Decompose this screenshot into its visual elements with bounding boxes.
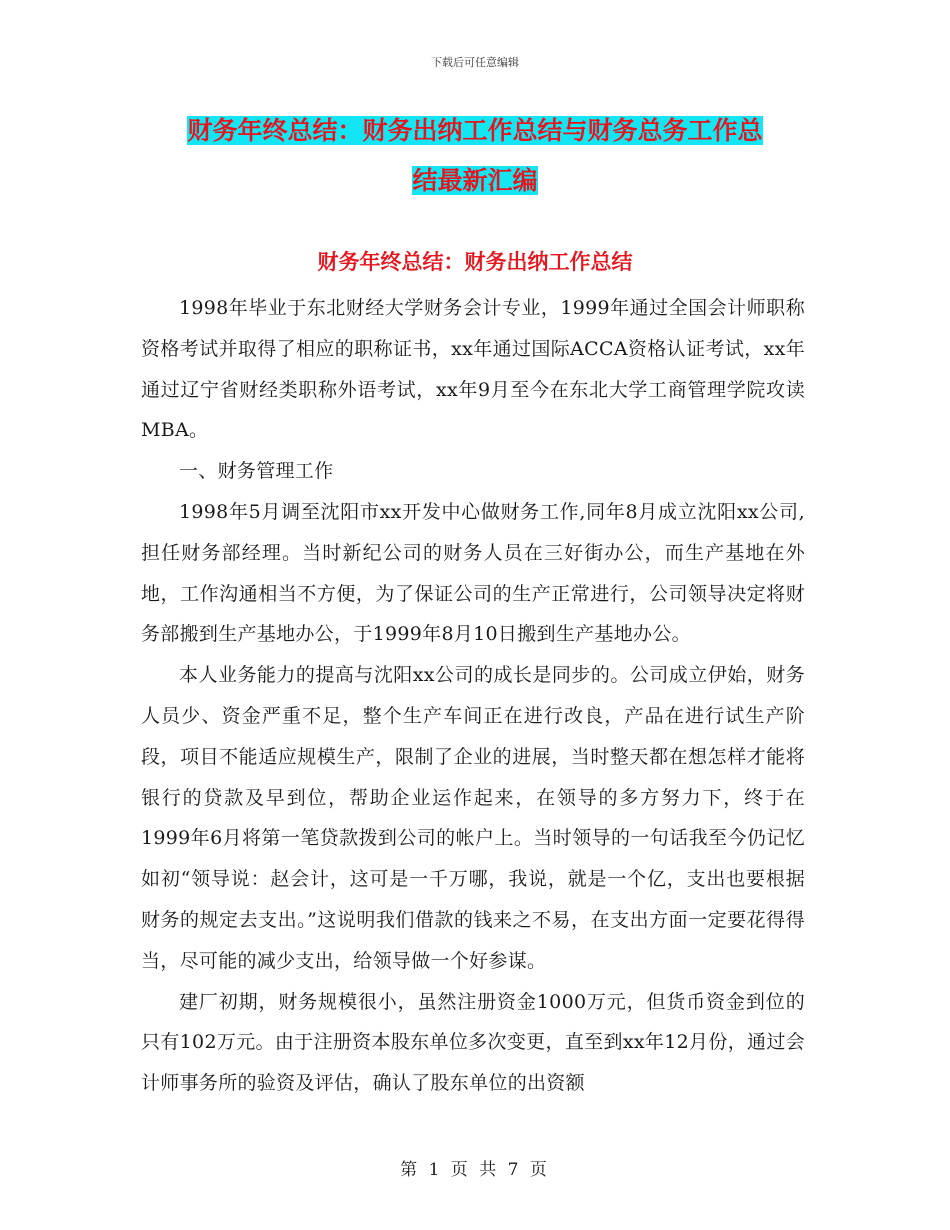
document-title (140, 106, 810, 206)
page-header-note: 下载后可任意编辑 (431, 56, 519, 69)
section-heading: 一、财务管理工作 (179, 460, 334, 483)
document-title-line-1: 财务年终总结：财务出纳工作总结与财务总务工作总 (187, 116, 763, 145)
document-title-line-2: 结最新汇编 (412, 166, 538, 195)
paragraph: 本人业务能力的提高与沈阳xx公司的成长是同步的。公司成立伊始，财务人员少、资金严重不足，整个生产车间正在进行改良，产品在进行试生产阶段，项目不能适应规模生产，限制了企业的进展，当时整天都在想怎样才能将银行的贷款及早到位，帮助企业运作起来，在领导的多方努力下，终于在1999年6月将第一笔贷款拨到公司的帐户上。当时领导的一句话我至今仍记忆如初“领导说：赵会计，这可是一千万哪，我说，就是一个亿，支出也要根据财务的规定去支出。”这说明我们借款的钱来之不易，在支出方面一定要花得得当，尽可能的减少支出，给领导做一个好参谋。 (141, 664, 805, 972)
section-subtitle: 财务年终总结：财务出纳工作总结 (317, 250, 633, 274)
page-number-footer: 第 1 页 共 7 页 (400, 1160, 550, 1180)
paragraph: 建厂初期，财务规模很小，虽然注册资金1000万元，但货币资金到位的只有102万元。由于注册资本股东单位多次变更，直至到xx年12月份，通过会计师事务所的验资及评估，确认了股东单位的出资额 (141, 990, 805, 1095)
paragraph: 1998年5月调至沈阳市xx开发中心做财务工作,同年8月成立沈阳xx公司,担任财务部经理。当时新纪公司的财务人员在三好街办公，而生产基地在外地，工作沟通相当不方便，为了保证公司的生产正常进行，公司领导决定将财务部搬到生产基地办公，于1999年8月10日搬到生产基地办公。 (141, 500, 805, 646)
paragraph: 1998年毕业于东北财经大学财务会计专业，1999年通过全国会计师职称资格考试并取得了相应的职称证书，xx年通过国际ACCA资格认证考试，xx年通过辽宁省财经类职称外语考试，xx年9月至今在东北大学工商管理学院攻读MBA。 (141, 297, 805, 442)
document-body (141, 288, 805, 1104)
